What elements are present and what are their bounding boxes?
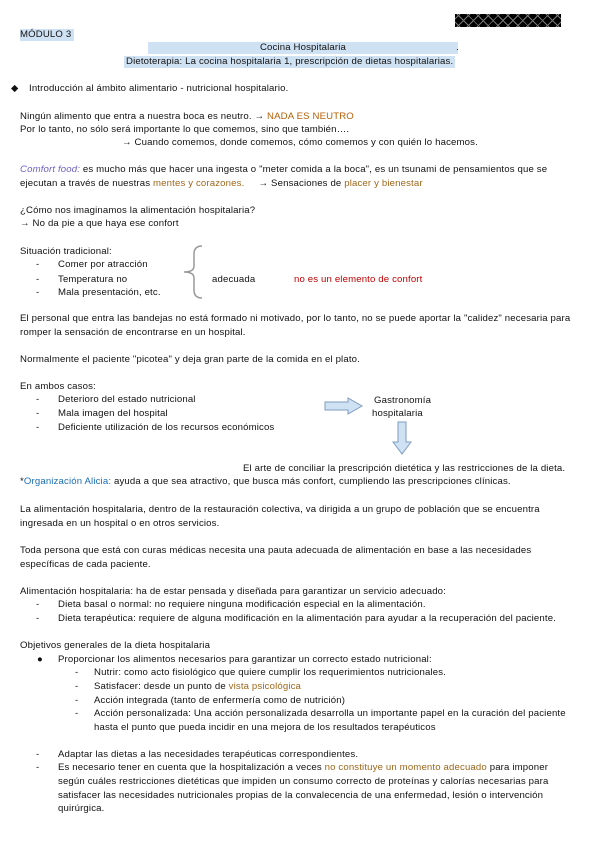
list-item: Deterioro del estado nutricional — [58, 394, 196, 405]
question: ¿Cómo nos imaginamos la alimentación hospitalaria? — [20, 205, 256, 216]
dash-bullet: - — [36, 422, 40, 433]
list-item: Es necesario tener en cuenta que la hospitalización a veces no constituye un momento adecuado para imponer — [58, 762, 549, 773]
paragraph-line: La alimentación hospitalaria, dentro de la restauración colectiva, va dirigida a un grupo de población que se encuentra — [20, 504, 540, 515]
doc-subtitle: Dietoterapia: La cocina hospitalaria 1, prescripción de dietas hospitalarias. — [126, 56, 454, 67]
dash-bullet: - — [36, 259, 40, 270]
highlight-text: NADA ES NEUTRO — [267, 111, 354, 122]
gastronomia-label: hospitalaria — [372, 408, 423, 419]
list-item: Satisfacer: desde un punto de vista psicológica — [94, 681, 302, 692]
dash-bullet: - — [36, 613, 40, 624]
list-item: Nutrir: como acto fisiológico que quiere cumplir los requerimientos nutricionales. — [94, 667, 446, 678]
list-item: Mala imagen del hospital — [58, 408, 168, 419]
paragraph-line: romper la sensación de encontrarse en un hospital. — [20, 327, 246, 338]
paragraph-line: específicas de cada paciente. — [20, 559, 151, 570]
comfort-line-2: ejecutan a través de nuestras mentes y corazones. → Sensaciones de placer y bienestar — [20, 178, 423, 189]
dash-bullet: - — [75, 695, 79, 706]
adecuada-label: adecuada — [212, 274, 256, 285]
list-item: Dieta terapéutica: requiere de alguna modificación en la alimentación para ayudar a la recuperación del paciente. — [58, 613, 557, 624]
doc-title: Cocina Hospitalaria — [259, 42, 347, 53]
list-item: Temperatura no — [58, 274, 128, 285]
dash-bullet: - — [36, 749, 40, 760]
paragraph-line: Ningún alimento que entra a nuestra boca es neutro. → NADA ES NEUTRO — [20, 111, 354, 122]
list-item: Acción personalizada: Una acción personalizada desarrolla un importante papel en la curación del paciente — [94, 708, 566, 719]
dot-bullet-icon: ● — [37, 654, 43, 665]
redacted-block — [455, 14, 561, 27]
list-heading: Alimentación hospitalaria: ha de estar pensada y diseñada para garantizar un servicio adecuado: — [20, 586, 446, 597]
dash-bullet: - — [36, 274, 40, 285]
arrow-down-icon — [392, 421, 412, 455]
paragraph-line: → Cuando comemos, donde comemos, cómo comemos y con quién lo hacemos. — [122, 137, 478, 148]
title-dot: . — [456, 42, 459, 53]
dash-bullet: - — [75, 667, 79, 678]
list-item: Dieta basal o normal: no requiere ninguna modificación especial en la alimentación. — [58, 599, 426, 610]
diamond-bullet-icon: ◆ — [11, 83, 19, 94]
list-heading: Situación tradicional: — [20, 246, 112, 257]
note-text: no es un elemento de confort — [294, 274, 423, 285]
comfort-line-1: Comfort food: es mucho más que hacer una ingesta o "meter comida a la boca", es un tsunami de pensamientos que se — [20, 164, 548, 175]
arrow-right-icon — [324, 397, 364, 415]
paragraph-line: Por lo tanto, no sólo será importante lo que comemos, sino que también…. — [20, 124, 350, 135]
list-item: Mala presentación, etc. — [58, 287, 161, 298]
dash-bullet: - — [75, 681, 79, 692]
list-item: Comer por atracción — [58, 259, 148, 270]
term: Comfort food: — [20, 164, 81, 175]
list-heading: En ambos casos: — [20, 381, 96, 392]
paragraph-line: El personal que entra las bandejas no está formado ni motivado, por lo tanto, no se puede aportar la "calidez" necesaria para — [20, 313, 571, 324]
alicia-line: *Organización Alicia: ayuda a que sea atractivo, que busca más confort, cumpliendo las prescripciones clínicas. — [20, 476, 511, 487]
answer: → No da pie a que haya ese confort — [20, 218, 179, 229]
dash-bullet: - — [36, 762, 40, 773]
brace-icon — [180, 244, 210, 300]
list-item-cont: satisfacer las necesidades nutricionales propias de la convalecencia de una enfermedad, lesión o intervención — [58, 790, 544, 801]
list-item-cont: quirúrgica. — [58, 803, 105, 814]
dash-bullet: - — [75, 708, 79, 719]
module-label: MÓDULO 3 — [20, 29, 74, 41]
list-item: Deficiente utilización de los recursos económicos — [58, 422, 275, 433]
paragraph-line: ingresada en un hospital o en otros servicios. — [20, 518, 220, 529]
list-item: Adaptar las dietas a las necesidades terapéuticas correspondientes. — [58, 749, 359, 760]
list-heading: Objetivos generales de la dieta hospitalaria — [20, 640, 211, 651]
list-item: Acción integrada (tanto de enfermería como de nutrición) — [94, 695, 346, 706]
dash-bullet: - — [36, 408, 40, 419]
dash-bullet: - — [36, 599, 40, 610]
arte-text: El arte de conciliar la prescripción dietética y las restricciones de la dieta. — [243, 463, 566, 474]
list-item-cont: según cuáles restricciones dietéticas que impiden un consumo correcto de proteínas y calorías necesarias para — [58, 776, 549, 787]
dash-bullet: - — [36, 287, 40, 298]
section-heading: Introducción al ámbito alimentario - nutricional hospitalario. — [29, 83, 289, 94]
list-item-cont: hasta el punto que pueda incidir en una mejora de los resultados terapéuticos — [94, 722, 436, 733]
gastronomia-label: Gastronomía — [374, 395, 432, 406]
list-item: Proporcionar los alimentos necesarios para garantizar un correcto estado nutricional: — [58, 654, 432, 665]
paragraph-line: Normalmente el paciente "picotea" y deja gran parte de la comida en el plato. — [20, 354, 360, 365]
dash-bullet: - — [36, 394, 40, 405]
paragraph-line: Toda persona que está con curas médicas necesita una pauta adecuada de alimentación en base a las necesidades — [20, 545, 532, 556]
